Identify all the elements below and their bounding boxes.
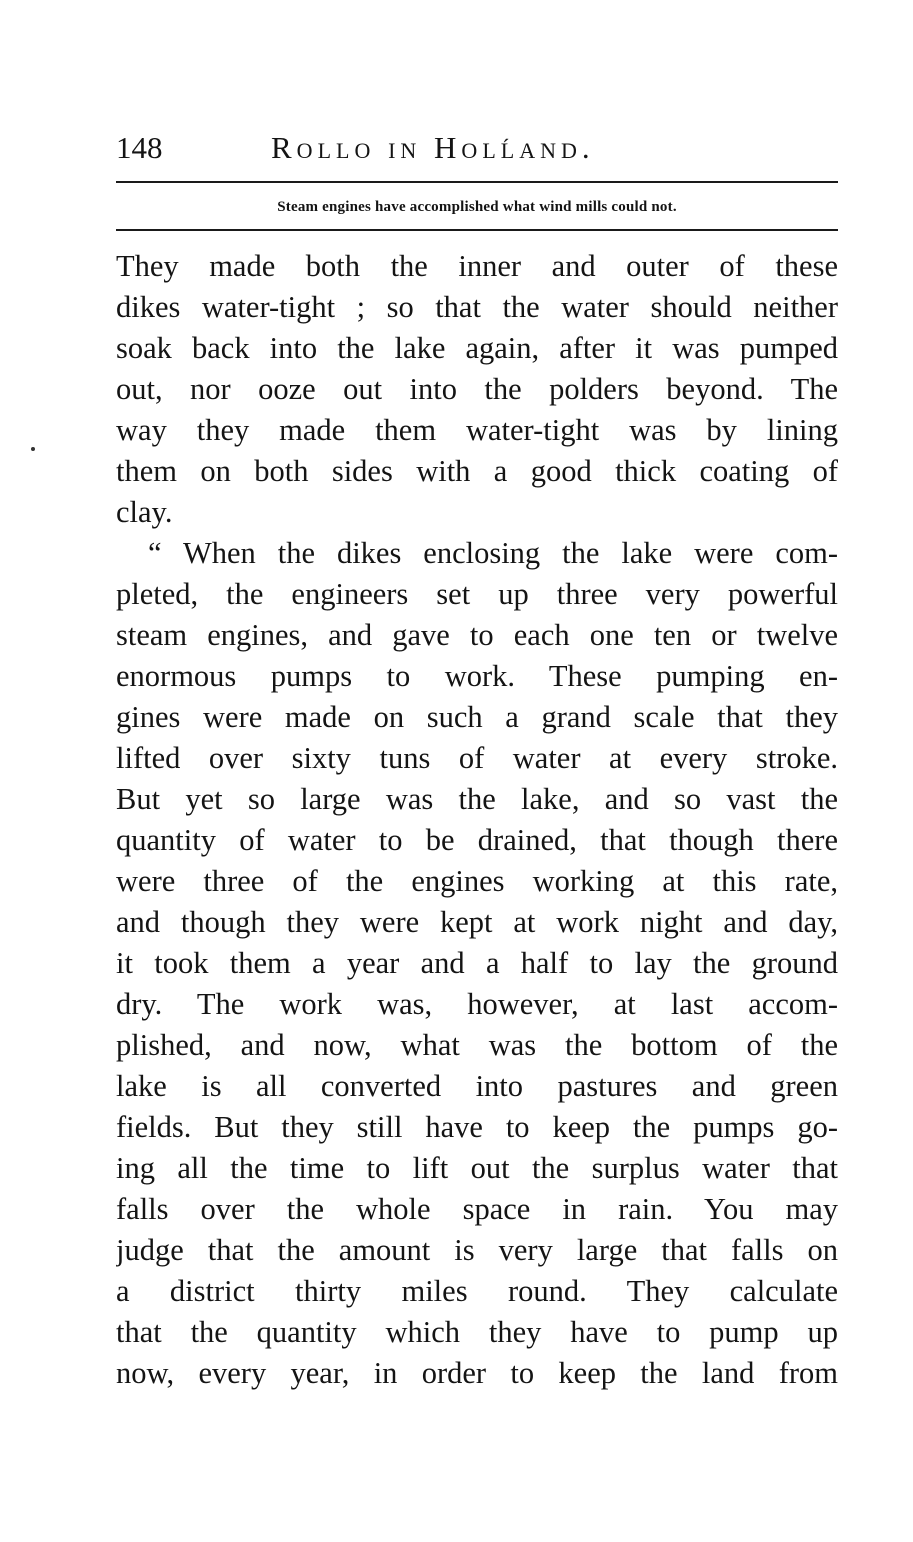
text-line: clay. bbox=[116, 495, 173, 529]
text-line: that the quantity which they have to pump up bbox=[116, 1315, 838, 1349]
header-rule-bottom bbox=[116, 229, 838, 231]
text-line: dikes water-tight ; so that the water should neither bbox=[116, 290, 838, 324]
text-line: quantity of water to be drained, that though there bbox=[116, 823, 838, 857]
page-header bbox=[116, 128, 838, 172]
page-number: 148 bbox=[116, 130, 163, 165]
text-line: them on both sides with a good thick coating of bbox=[116, 454, 838, 488]
section-subtitle: Steam engines have accomplished what wind mills could not. bbox=[277, 199, 677, 215]
text-line: were three of the engines working at this rate, bbox=[116, 864, 838, 898]
text-line: They made both the inner and outer of these bbox=[116, 249, 838, 283]
text-line: lake is all converted into pastures and green bbox=[116, 1069, 838, 1103]
text-line: soak back into the lake again, after it was pumped bbox=[116, 331, 838, 365]
text-line: fields. But they still have to keep the pumps go- bbox=[116, 1110, 838, 1144]
text-line: falls over the whole space in rain. You may bbox=[116, 1192, 838, 1226]
text-line: and though they were kept at work night and day, bbox=[116, 905, 838, 939]
text-line: way they made them water-tight was by lining bbox=[116, 413, 838, 447]
text-line: dry. The work was, however, at last accom- bbox=[116, 987, 838, 1021]
text-line: pleted, the engineers set up three very powerful bbox=[116, 577, 838, 611]
ink-speck bbox=[31, 447, 35, 451]
text-line: out, nor ooze out into the polders beyond. The bbox=[116, 372, 838, 406]
text-line: But yet so large was the lake, and so vast the bbox=[116, 782, 838, 816]
running-title: Rollo in Holĺand. bbox=[271, 130, 595, 165]
text-line: “ When the dikes enclosing the lake were com- bbox=[148, 536, 838, 570]
text-line: lifted over sixty tuns of water at every stroke. bbox=[116, 741, 838, 775]
body-text bbox=[116, 246, 838, 1394]
text-line: judge that the amount is very large that falls on bbox=[116, 1233, 838, 1267]
text-line: it took them a year and a half to lay the ground bbox=[116, 946, 838, 980]
text-line: plished, and now, what was the bottom of the bbox=[116, 1028, 838, 1062]
text-line: a district thirty miles round. They calculate bbox=[116, 1274, 838, 1308]
text-line: gines were made on such a grand scale that they bbox=[116, 700, 838, 734]
text-line: now, every year, in order to keep the land from bbox=[116, 1356, 838, 1390]
text-line: enormous pumps to work. These pumping en- bbox=[116, 659, 838, 693]
text-line: steam engines, and gave to each one ten or twelve bbox=[116, 618, 838, 652]
text-line: ing all the time to lift out the surplus water that bbox=[116, 1151, 838, 1185]
header-rule-top bbox=[116, 181, 838, 183]
